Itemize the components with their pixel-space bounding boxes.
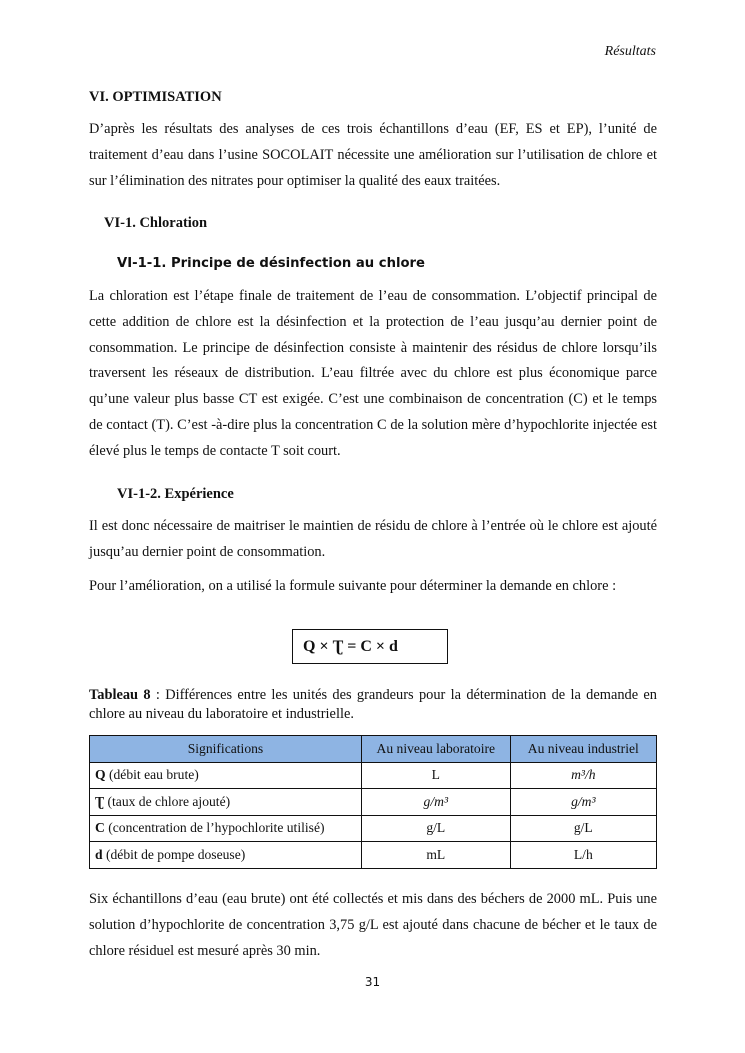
- paragraph-formula-intro: Pour l’amélioration, on a utilisé la formule suivante pour déterminer la demande en chlore :: [89, 578, 617, 594]
- paragraph-experience: Il est donc nécessaire de maitriser le maintien de résidu de chlore à l’entrée où le chlore est ajouté jusqu’au dernier point de consommation.: [89, 518, 657, 560]
- subsection-heading: VI-1. Chloration: [104, 215, 208, 231]
- symbol-description: (concentration de l’hypochlorite utilisé): [104, 820, 325, 836]
- paragraph-principle: La chloration est l’étape finale de traitement de l’eau de consommation. L’objectif principal de cette addition de chlore est la désinfection et la protection de l’eau jusqu’au dernier point de consommation. Le principe de désinfection consiste à maintenir des résidus de chlore lorsqu’ils traversent les réseaux de distribution. L’eau filtrée avec du chlore est plus économique parce qu’une valeur plus basse CT est exigée. C’est une combinaison de concentration (C) et le temps de contact (T). C’est -à-dire plus la concentration C de la solution mère d’hypochlorite injectée est élevé plus le temps de contacte T soit court.: [89, 288, 657, 459]
- table-cell-industrial: g/m³: [510, 789, 656, 816]
- table-header-cell: Au niveau industriel: [510, 736, 656, 763]
- table-cell-lab: L: [361, 762, 510, 789]
- table-header-row: [90, 736, 657, 763]
- symbol: Ʈ: [95, 793, 105, 809]
- table-caption-label: Tableau 8: [89, 687, 151, 703]
- symbol: d: [95, 846, 103, 862]
- table-caption-text: : Différences entre les unités des grandeurs pour la détermination de la demande en chlore au niveau du laboratoire et industrielle.: [89, 687, 658, 722]
- subsubsection-heading-principle: VI-1-1. Principe de désinfection au chlore: [117, 256, 425, 271]
- formula-box: Q × Ʈ = C × d: [292, 629, 448, 664]
- symbol-description: (taux de chlore ajouté): [104, 793, 231, 809]
- table-cell-lab: mL: [361, 842, 510, 869]
- table-cell-lab: g/m³: [361, 789, 510, 816]
- table-cell-signification: [90, 789, 362, 816]
- table-header-cell: Au niveau laboratoire: [361, 736, 510, 763]
- table-row: [90, 815, 657, 842]
- table-cell-industrial: m³/h: [510, 762, 656, 789]
- table-cell-signification: [90, 815, 362, 842]
- table-cell-signification: [90, 762, 362, 789]
- table-cell-industrial: g/L: [510, 815, 656, 842]
- units-table: [89, 735, 657, 869]
- subsubsection-heading-experience: VI-1-2. Expérience: [117, 486, 234, 502]
- table-cell-lab: g/L: [361, 815, 510, 842]
- symbol: C: [95, 820, 105, 836]
- symbol-description: (débit eau brute): [105, 767, 199, 783]
- paragraph-intro: D’après les résultats des analyses de ces trois échantillons d’eau (EF, ES et EP), l’unité de traitement d’eau dans l’usine SOCOLAIT nécessite une amélioration sur l’utilisation de chlore et sur l’élimination des nitrates pour optimiser la qualité des eaux traitées.: [89, 121, 657, 189]
- paragraph-procedure: Six échantillons d’eau (eau brute) ont été collectés et mis dans des béchers de 2000 mL. Puis une solution d’hypochlorite de concentration 3,75 g/L est ajouté dans chacune de bécher et le taux de chlore résiduel est mesuré après 30 min.: [89, 891, 657, 959]
- table-row: [90, 762, 657, 789]
- table-row: [90, 789, 657, 816]
- symbol: Q: [95, 767, 106, 783]
- table-cell-industrial: L/h: [510, 842, 656, 869]
- table-caption: [89, 686, 657, 724]
- section-heading: VI. OPTIMISATION: [89, 89, 222, 105]
- table-header-cell: Significations: [90, 736, 362, 763]
- symbol-description: (débit de pompe doseuse): [102, 846, 246, 862]
- table-row: [90, 842, 657, 869]
- page-number: 31: [364, 975, 381, 989]
- running-header: Résultats: [604, 44, 656, 59]
- table-cell-signification: [90, 842, 362, 869]
